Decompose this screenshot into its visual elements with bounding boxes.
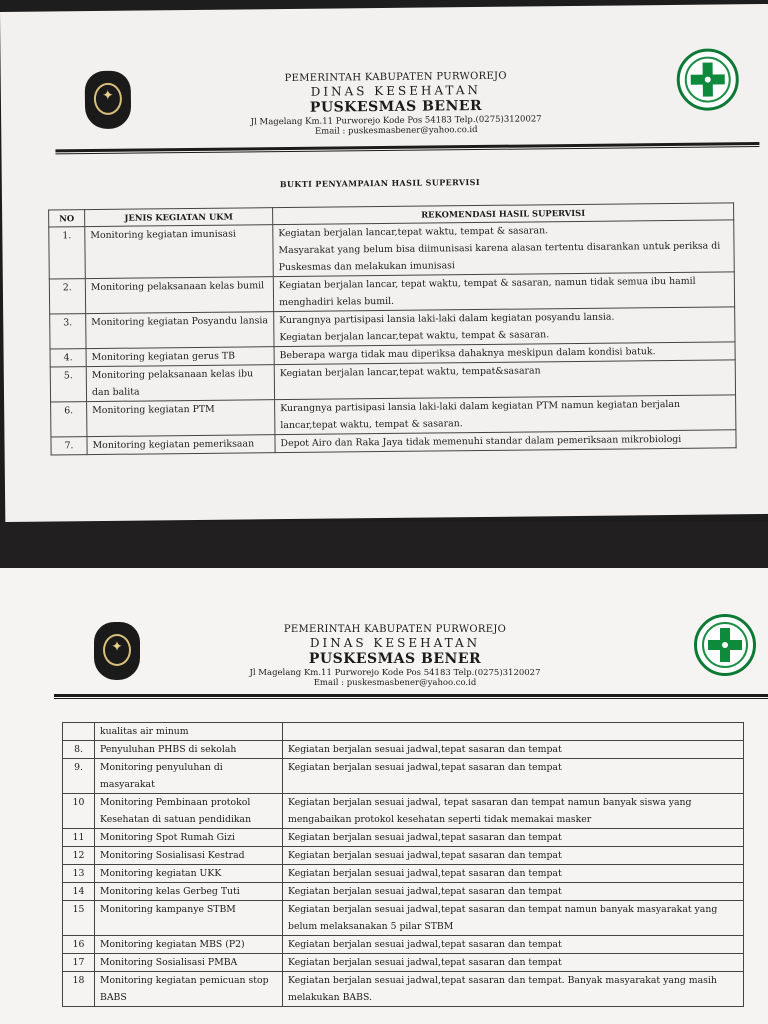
cell-recommendation: Kegiatan berjalan sesuai jadwal,tepat sasaran dan tempat	[283, 954, 744, 972]
cell-no: 4.	[50, 349, 86, 367]
table-row	[63, 759, 744, 794]
cell-activity: Monitoring Sosialisasi Kestrad	[95, 847, 283, 865]
cell-activity: Monitoring kegiatan gerus TB	[86, 347, 274, 367]
cell-recommendation: Kegiatan berjalan lancar,tepat waktu, tempat&sasaran	[274, 360, 735, 400]
cell-no: 8.	[63, 741, 95, 759]
cell-line: Kurangnya partisipasi lansia laki-laki dalam kegiatan posyandu lansia.	[279, 311, 615, 327]
cell-activity: Monitoring kegiatan pemeriksaan	[87, 435, 275, 455]
cell-recommendation: Kegiatan berjalan sesuai jadwal,tepat sasaran dan tempat	[283, 883, 744, 901]
table-row	[63, 883, 744, 901]
column-header-no: NO	[49, 210, 85, 227]
supervision-table-continued	[62, 722, 744, 1007]
table-row	[63, 847, 744, 865]
cell-activity: Monitoring kegiatan Posyandu lansia	[86, 312, 274, 349]
regency-emblem-logo: ✦	[85, 71, 132, 129]
cell-no: 17	[63, 954, 95, 972]
cell-no	[63, 723, 95, 741]
cell-recommendation: Kegiatan berjalan sesuai jadwal, tepat sasaran dan tempat namun banyak siswa yang mengabaikan protokol kesehatan seperti tidak memakai masker	[283, 794, 744, 829]
cell-recommendation	[273, 220, 735, 277]
column-header-activity: JENIS KEGIATAN UKM	[85, 208, 273, 227]
cell-activity: Monitoring penyuluhan di masyarakat	[95, 759, 283, 794]
cell-no: 3.	[50, 314, 86, 349]
cell-recommendation: Kegiatan berjalan sesuai jadwal,tepat sasaran dan tempat	[283, 741, 744, 759]
cell-line: Kegiatan berjalan lancar,tepat waktu, tempat & sasaran.	[279, 329, 550, 344]
cell-activity: Penyuluhan PHBS di sekolah	[95, 741, 283, 759]
cell-activity: Monitoring pelaksanaan kelas bumil	[85, 277, 273, 314]
table-row	[63, 794, 744, 829]
cell-activity: Monitoring kampanye STBM	[95, 901, 283, 936]
letterhead	[201, 70, 592, 138]
cell-recommendation: Kegiatan berjalan sesuai jadwal,tepat sasaran dan tempat	[283, 829, 744, 847]
letterhead-institution: PUSKESMAS BENER	[308, 651, 482, 667]
cell-activity: Monitoring Spot Rumah Gizi	[95, 829, 283, 847]
cell-activity: Monitoring Pembinaan protokol Kesehatan di satuan pendidikan	[95, 794, 283, 829]
cell-recommendation: Beberapa warga tidak mau diperiksa dahaknya meskipun dalam kondisi batuk.	[274, 342, 735, 365]
table-row	[63, 972, 744, 1007]
cell-no: 10	[63, 794, 95, 829]
letterhead-government: PEMERINTAH KABUPATEN PURWOREJO	[284, 70, 507, 85]
cell-recommendation	[274, 307, 735, 347]
cell-no: 15	[63, 901, 95, 936]
document-page-2	[0, 568, 768, 1024]
cell-recommendation: Kegiatan berjalan sesuai jadwal,tepat sasaran dan tempat	[283, 759, 744, 794]
cell-activity: Monitoring kegiatan UKK	[95, 865, 283, 883]
table-row	[49, 220, 735, 279]
letterhead-department: DINAS KESEHATAN	[309, 636, 481, 650]
letterhead-divider-thin	[54, 698, 768, 699]
cell-no: 16	[63, 936, 95, 954]
cell-no: 18	[63, 972, 95, 1007]
table-row	[63, 936, 744, 954]
letterhead-government: PEMERINTAH KABUPATEN PURWOREJO	[283, 624, 507, 635]
cell-no: 9.	[63, 759, 95, 794]
cell-recommendation: Kegiatan berjalan sesuai jadwal,tepat sasaran dan tempat. Banyak masyarakat yang masih melakukan BABS.	[283, 972, 744, 1007]
cell-activity: Monitoring kegiatan MBS (P2)	[95, 936, 283, 954]
letterhead-email: Email : puskesmasbener@yahoo.co.id	[313, 678, 477, 688]
document-title: BUKTI PENYAMPAIAN HASIL SUPERVISI	[279, 176, 481, 190]
table-row	[63, 954, 744, 972]
cell-activity: Monitoring kegiatan pemicuan stop BABS	[95, 972, 283, 1007]
cell-no: 7.	[51, 437, 87, 455]
cell-no: 11	[63, 829, 95, 847]
cell-no: 6.	[51, 402, 87, 437]
cell-recommendation: Kegiatan berjalan lancar, tepat waktu, tempat & sasaran, namun tidak semua ibu hamil menghadiri kelas bumil.	[273, 272, 734, 312]
cell-activity: Monitoring kegiatan imunisasi	[85, 225, 274, 279]
letterhead-department: DINAS KESEHATAN	[310, 82, 482, 99]
table-row	[63, 723, 744, 741]
cell-no: 5.	[50, 367, 86, 402]
cell-recommendation: Kegiatan berjalan sesuai jadwal,tepat sasaran dan tempat	[283, 936, 744, 954]
puskesmas-cross-logo	[676, 48, 739, 111]
regency-emblem-logo: ✦	[94, 622, 140, 680]
cell-activity: Monitoring kegiatan PTM	[87, 400, 275, 437]
cell-activity: kualitas air minum	[95, 723, 283, 741]
cell-no: 12	[63, 847, 95, 865]
letterhead-address: Jl Magelang Km.11 Purworejo Kode Pos 54183 Telp.(0275)3120027	[249, 668, 541, 678]
letterhead-email: Email : puskesmasbener@yahoo.co.id	[314, 125, 478, 137]
cell-recommendation: Kegiatan berjalan sesuai jadwal,tepat sasaran dan tempat	[283, 847, 744, 865]
table-row	[63, 901, 744, 936]
cell-recommendation: Kurangnya partisipasi lansia laki-laki dalam kegiatan PTM namun kegiatan berjalan lancar,tepat waktu, tempat & sasaran.	[275, 395, 736, 435]
document-page-1	[0, 4, 768, 522]
cell-no: 1.	[49, 227, 86, 279]
column-header-recommendation: REKOMENDASI HASIL SUPERVISI	[273, 203, 734, 225]
table-row	[63, 741, 744, 759]
cell-activity: Monitoring Sosialisasi PMBA	[95, 954, 283, 972]
cell-line: Masyarakat yang belum bisa diimunisasi karena alasan tertentu disarankan untuk periksa di Puskesmas dan melakukan imunisasi	[278, 240, 721, 274]
puskesmas-cross-logo	[694, 614, 756, 676]
cell-no: 14	[63, 883, 95, 901]
cell-activity: Monitoring pelaksanaan kelas ibu dan balita	[86, 365, 274, 402]
letterhead-address: Jl Magelang Km.11 Purworejo Kode Pos 54183 Telp.(0275)3120027	[250, 114, 542, 128]
letterhead-institution: PUSKESMAS BENER	[309, 97, 483, 116]
cell-recommendation: Kegiatan berjalan sesuai jadwal,tepat sasaran dan tempat	[283, 865, 744, 883]
supervision-table	[48, 202, 737, 455]
cell-line: Kegiatan berjalan lancar,tepat waktu, tempat & sasaran.	[278, 225, 549, 240]
cell-recommendation: Kegiatan berjalan sesuai jadwal,tepat sasaran dan tempat namun banyak masyarakat yang belum melaksanakan 5 pilar STBM	[283, 901, 744, 936]
table-row	[63, 865, 744, 883]
table-row	[63, 829, 744, 847]
page-gap	[0, 522, 768, 568]
cell-no: 13	[63, 865, 95, 883]
cell-activity: Monitoring kelas Gerbeg Tuti	[95, 883, 283, 901]
letterhead-divider	[54, 694, 768, 697]
cell-no: 2.	[49, 279, 85, 314]
cell-recommendation: Depot Airo dan Raka Jaya tidak memenuhi standar dalam pemeriksaan mikrobiologi	[275, 430, 736, 453]
cell-recommendation	[283, 723, 744, 741]
letterhead	[200, 624, 590, 688]
